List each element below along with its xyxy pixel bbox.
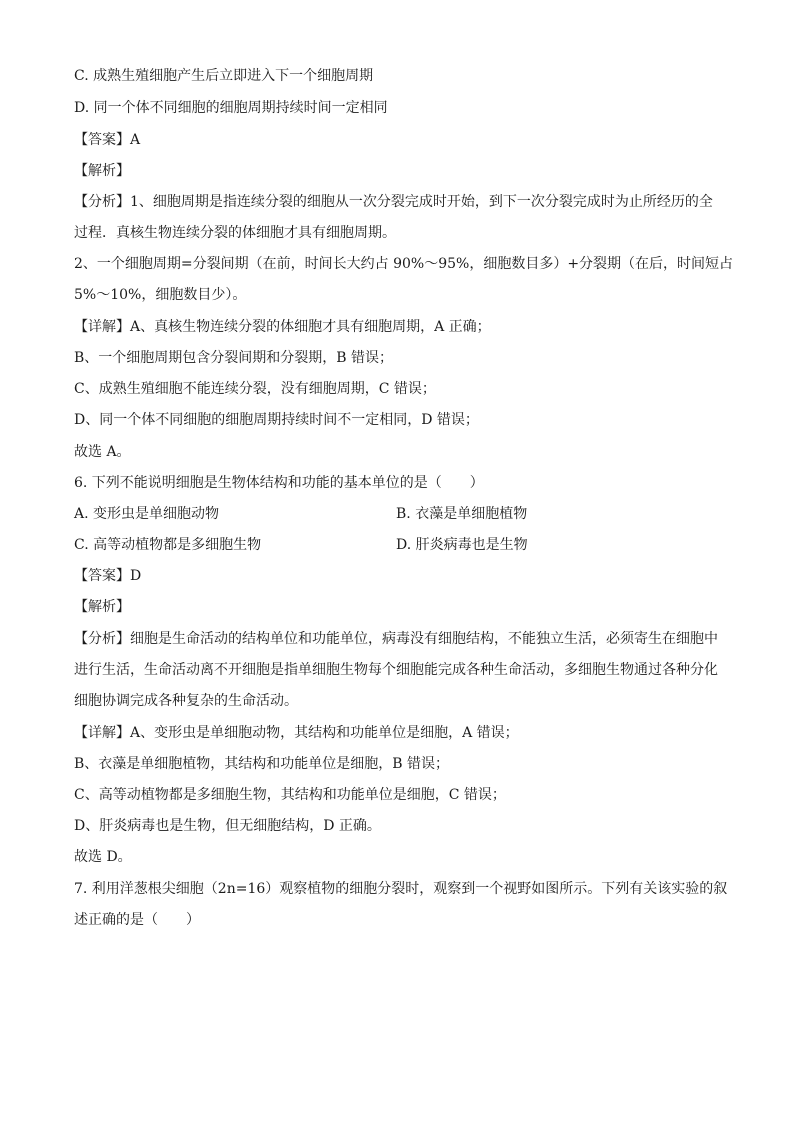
- q6-option-b: B. 衣藻是单细胞植物: [396, 506, 528, 522]
- q5-option-d: D. 同一个体不同细胞的细胞周期持续时间一定相同: [74, 100, 388, 116]
- q6-option-c: C. 高等动植物都是多细胞生物: [74, 537, 262, 553]
- q6-option-d: D. 肝炎病毒也是生物: [396, 537, 528, 553]
- q6-fenxi-line-2: 进行生活，生命活动离不开细胞是指单细胞生物每个细胞能完成各种生命活动，多细胞生物通过各种分化: [74, 662, 718, 678]
- q5-answer: 【答案】A: [74, 132, 141, 148]
- q5-fenxi-line-3: 2、一个细胞周期=分裂间期（在前，时间长大约占 90%～95%，细胞数目多）+分裂期（在后，时间短占: [74, 256, 734, 272]
- q6-option-a: A. 变形虫是单细胞动物: [74, 506, 220, 522]
- q5-detail-c: C、成熟生殖细胞不能连续分裂，没有细胞周期，C 错误；: [74, 381, 436, 397]
- q6-answer: 【答案】D: [74, 568, 142, 584]
- q7-stem-line-1: 7. 利用洋葱根尖细胞（2n=16）观察植物的细胞分裂时，观察到一个视野如图所示。下列有关该实验的叙: [74, 881, 728, 897]
- q6-fenxi-line-1: 【分析】细胞是生命活动的结构单位和功能单位，病毒没有细胞结构，不能独立生活，必须寄生在细胞中: [74, 631, 718, 647]
- q6-conclusion: 故选 D。: [74, 849, 132, 865]
- q7-stem-line-2: 述正确的是（ ）: [74, 912, 200, 928]
- q5-detail-d: D、同一个体不同细胞的细胞周期持续时间不一定相同，D 错误；: [74, 412, 479, 428]
- q5-analysis-heading: 【解析】: [74, 163, 130, 179]
- q5-fenxi-line-2: 过程．真核生物连续分裂的体细胞才具有细胞周期。: [74, 225, 396, 241]
- q6-stem: 6. 下列不能说明细胞是生物体结构和功能的基本单位的是（ ）: [74, 475, 484, 491]
- q5-conclusion: 故选 A。: [74, 444, 131, 460]
- q5-fenxi-line-1: 【分析】1、细胞周期是指连续分裂的细胞从一次分裂完成时开始，到下一次分裂完成时为止所经历的全: [74, 194, 713, 210]
- q5-option-c: C. 成熟生殖细胞产生后立即进入下一个细胞周期: [74, 68, 374, 84]
- q6-analysis-heading: 【解析】: [74, 599, 130, 615]
- q6-detail-d: D、肝炎病毒也是生物，但无细胞结构，D 正确。: [74, 818, 381, 834]
- q5-fenxi-line-4: 5%～10%，细胞数目少）。: [74, 287, 247, 303]
- q5-detail-b: B、一个细胞周期包含分裂间期和分裂期，B 错误；: [74, 350, 394, 366]
- q6-detail-b: B、衣藻是单细胞植物，其结构和功能单位是细胞，B 错误；: [74, 756, 450, 772]
- q6-detail-c: C、高等动植物都是多细胞生物，其结构和功能单位是细胞，C 错误；: [74, 787, 506, 803]
- q5-detail-a: 【详解】A、真核生物连续分裂的体细胞才具有细胞周期，A 正确；: [74, 319, 491, 335]
- q6-detail-a: 【详解】A、变形虫是单细胞动物，其结构和功能单位是细胞，A 错误；: [74, 725, 519, 741]
- q6-fenxi-line-3: 细胞协调完成各种复杂的生命活动。: [74, 693, 298, 709]
